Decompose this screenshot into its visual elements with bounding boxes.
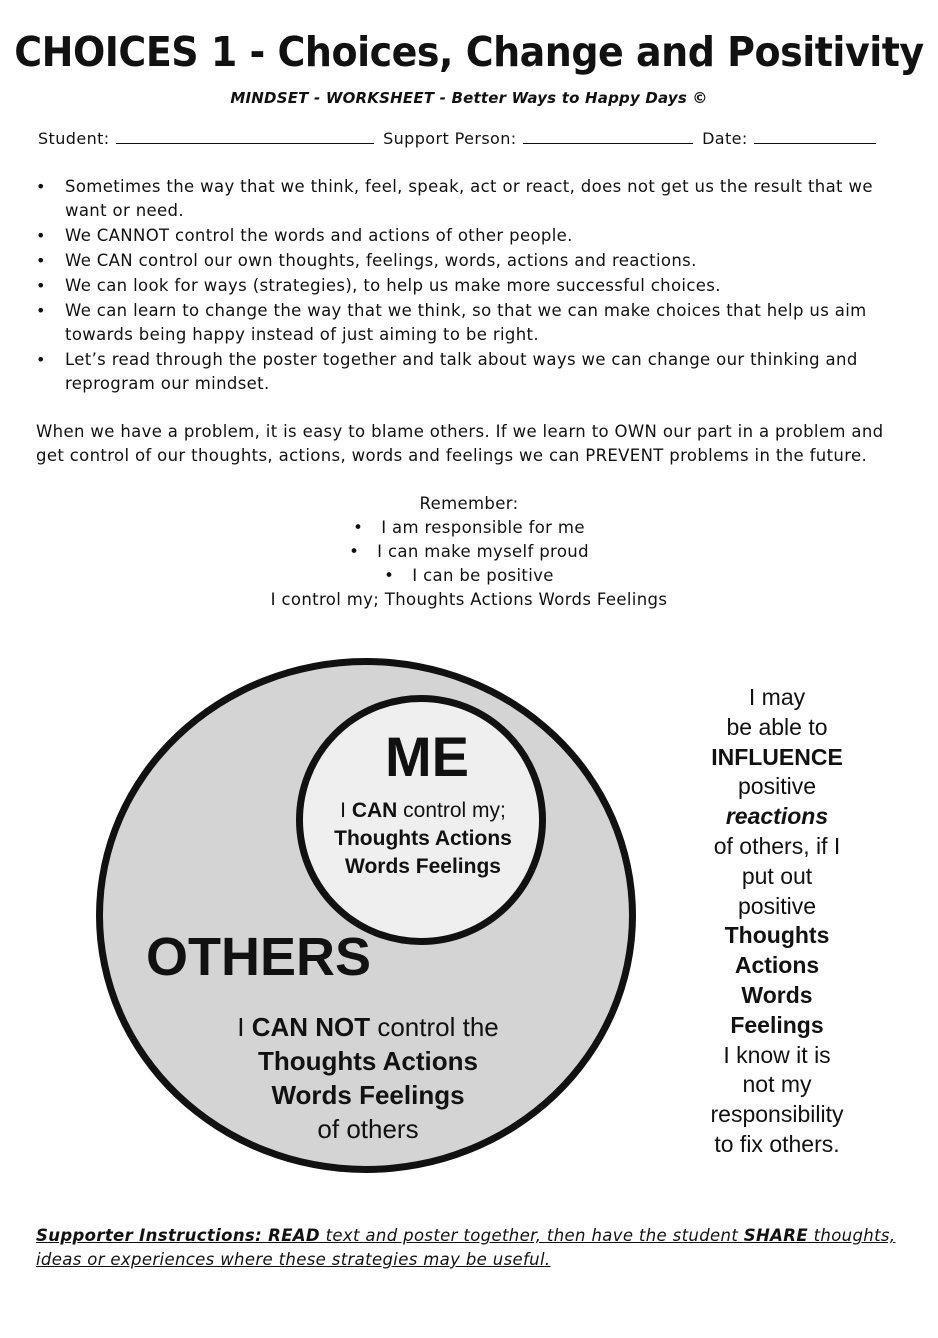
remember-item: • I am responsible for me bbox=[353, 518, 585, 537]
others-description: I CAN NOT control the Thoughts Actions Words Feelings of others bbox=[237, 1012, 499, 1144]
list-item: • We can learn to change the way that we think, so that we can make choices that help us aim towards being happy instead of just aiming to be right. bbox=[36, 301, 867, 344]
others-label: OTHERS bbox=[146, 927, 372, 987]
page-title: CHOICES 1 - Choices, Change and Positivity bbox=[14, 28, 924, 76]
remember-block bbox=[0, 492, 938, 612]
list-item: • We can look for ways (strategies), to help us make more successful choices. bbox=[36, 274, 906, 298]
student-label: Student: bbox=[38, 129, 110, 148]
key-points-list bbox=[36, 175, 906, 397]
remember-closing: I control my; Thoughts Actions Words Feelings bbox=[270, 590, 668, 609]
bullet-icon: • bbox=[36, 226, 46, 245]
list-item: • Let’s read through the poster together and talk about ways we can change our thinking and reprogram our mindset. bbox=[36, 350, 858, 393]
intro-paragraph: When we have a problem, it is easy to blame others. If we learn to OWN our part in a problem and get control of our thoughts, actions, words and feelings we can PREVENT problems in the future. bbox=[36, 422, 884, 465]
remember-heading: Remember: bbox=[419, 494, 519, 513]
page-subtitle: MINDSET - WORKSHEET - Better Ways to Happy Days © bbox=[230, 89, 708, 107]
bullet-icon: • bbox=[349, 542, 360, 561]
support-person-label: Support Person: bbox=[383, 129, 517, 148]
date-label: Date: bbox=[702, 129, 748, 148]
me-label: ME bbox=[385, 725, 469, 788]
support-person-field[interactable] bbox=[523, 128, 693, 144]
supporter-instructions: Supporter Instructions: READ text and poster together, then have the student SHARE thoughts, ideas or experiences where these strategies may be useful. bbox=[36, 1226, 896, 1269]
list-item: • We CANNOT control the words and actions of other people. bbox=[36, 224, 906, 248]
bullet-icon: • bbox=[36, 301, 46, 320]
bullet-icon: • bbox=[36, 251, 46, 270]
control-diagram bbox=[0, 640, 938, 1200]
influence-text: I may be able to INFLUENCE positive reactions of others, if I put out positive Thoughts Actions Words Feelings I know it is not my responsibility to fix others. bbox=[710, 684, 844, 1157]
bullet-icon: • bbox=[36, 276, 46, 295]
bullet-icon: • bbox=[384, 566, 395, 585]
date-field[interactable] bbox=[754, 128, 876, 144]
remember-item: • I can be positive bbox=[384, 566, 554, 585]
list-item: • Sometimes the way that we think, feel, speak, act or react, does not get us the result that we want or need. bbox=[36, 177, 873, 220]
bullet-icon: • bbox=[353, 518, 364, 537]
list-item: • We CAN control our own thoughts, feelings, words, actions and reactions. bbox=[36, 249, 906, 273]
student-field[interactable] bbox=[116, 128, 374, 144]
remember-item: • I can make myself proud bbox=[349, 542, 589, 561]
bullet-icon: • bbox=[36, 350, 46, 369]
info-fields bbox=[38, 128, 908, 148]
me-description: I CAN control my; Thoughts Actions Words Feelings bbox=[334, 799, 512, 878]
bullet-icon: • bbox=[36, 177, 46, 196]
